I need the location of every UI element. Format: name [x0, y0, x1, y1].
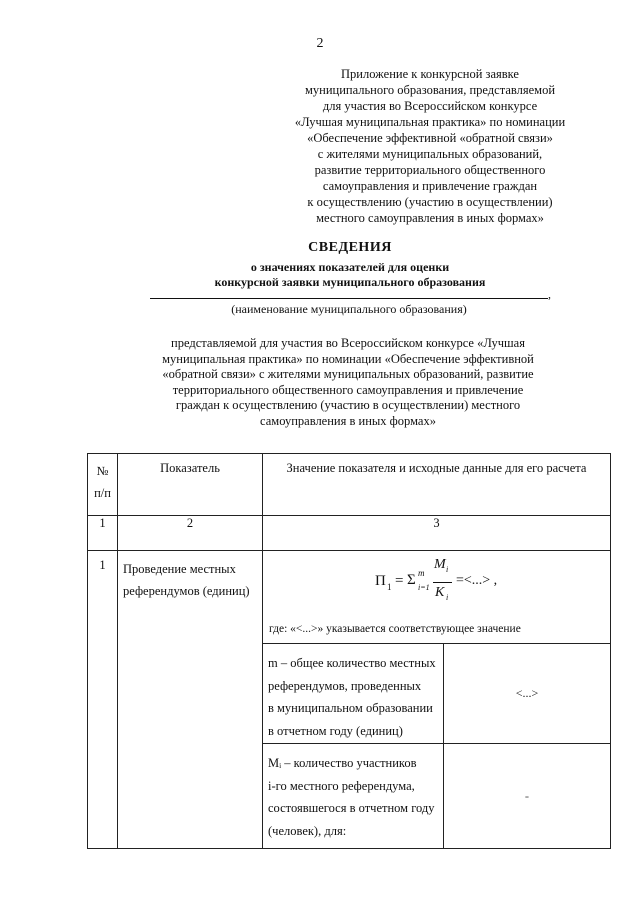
blank-caption: (наименование муниципального образования) — [231, 302, 467, 316]
formula-lhs-subscript: 1 — [387, 582, 392, 592]
column-number: 1 — [88, 516, 118, 551]
indicator-line: Проведение местных — [123, 562, 236, 576]
column-numbering-row — [88, 516, 611, 551]
municipality-name-blank — [150, 298, 548, 299]
source-value-cell: <...> — [444, 644, 611, 744]
source-data-row — [263, 644, 610, 744]
source-data-table — [263, 643, 610, 848]
intro-line: представляемой для участия во Всероссийском конкурсе «Лучшая — [171, 336, 525, 350]
formula-tail: =<...> , — [456, 573, 498, 588]
indicator-cell — [118, 551, 263, 849]
indicators-table — [87, 453, 611, 849]
appendix-line: муниципального образования, представляемой — [304, 83, 556, 97]
source-line: Mᵢ – количество участников — [268, 756, 417, 770]
subtitle-line: конкурсной заявки муниципального образования — [214, 275, 486, 289]
column-number: 3 — [263, 516, 611, 551]
column-number: 2 — [118, 516, 263, 551]
header-number-symbol: № — [96, 464, 109, 478]
intro-paragraph — [128, 336, 568, 429]
where-note: где: «<...>» указывается соответствующее значение — [269, 623, 521, 635]
formula-numerator: M — [434, 557, 446, 572]
fraction-bar — [433, 582, 452, 583]
formula-denominator: K — [435, 585, 445, 600]
intro-line: граждан к осуществлению (участию в осуществлении) местного — [175, 398, 521, 412]
source-data-row — [263, 744, 610, 849]
header-number-cell — [88, 454, 118, 516]
appendix-line: к осуществлению (участию в осуществлении) — [307, 195, 553, 209]
source-line: референдумов, проведенных — [268, 678, 422, 693]
header-number-label: п/п — [94, 486, 111, 500]
appendix-line: для участия во Всероссийском конкурсе — [322, 99, 538, 113]
appendix-line: местного самоуправления в иных формах» — [316, 211, 544, 225]
formula-sigma-upper: m — [418, 568, 425, 578]
source-line: состоявшегося в отчетном году — [268, 801, 435, 815]
subtitle-line: о значениях показателей для оценки — [250, 260, 450, 274]
appendix-line: Приложение к конкурсной заявке — [341, 67, 519, 81]
source-line: i-го местного референдума, — [268, 778, 415, 793]
header-indicator-cell: Показатель — [118, 454, 263, 516]
source-line: в отчетном году (единиц) — [268, 723, 403, 738]
intro-line: самоуправления в иных формах» — [260, 413, 436, 428]
header-value-cell: Значение показателя и исходные данные для его расчета — [263, 454, 611, 516]
document-subtitle — [0, 260, 640, 290]
appendix-note — [270, 66, 590, 226]
appendix-line: развитие территориального общественного — [314, 163, 546, 177]
row-number: 1 — [88, 551, 118, 849]
blank-comma: , — [548, 287, 551, 301]
formula-lhs: П — [375, 573, 386, 589]
intro-line: территориального общественного самоуправления и привлечение — [172, 382, 524, 397]
value-cell — [263, 551, 611, 849]
source-description — [263, 644, 443, 742]
formula-equals: = — [395, 573, 404, 589]
page-number: 2 — [316, 36, 324, 51]
appendix-line: самоуправления и привлечение граждан — [322, 179, 538, 193]
intro-line: муниципальная практика» по номинации «Обеспечение эффективной — [162, 351, 534, 366]
formula-numerator-subscript: i — [446, 565, 449, 574]
source-line: (человек), для: — [268, 823, 347, 838]
source-line: m – общее количество местных — [268, 656, 436, 670]
appendix-line: с жителями муниципальных образований, — [317, 147, 543, 161]
document-title: СВЕДЕНИЯ — [308, 240, 392, 255]
source-description-cell — [263, 644, 444, 744]
source-line: в муниципальном образовании — [268, 701, 433, 715]
intro-line: «обратной связи» с жителями муниципальных образований, развитие — [162, 367, 534, 381]
formula-sigma-lower: i=1 — [418, 583, 430, 592]
source-description — [263, 744, 443, 842]
appendix-line: «Обеспечение эффективной «обратной связи» — [307, 131, 553, 145]
table-row — [88, 551, 611, 849]
formula-denominator-subscript: i — [446, 593, 449, 602]
source-value-cell: - — [444, 744, 611, 849]
appendix-line: «Лучшая муниципальная практика» по номинации — [294, 115, 566, 129]
indicator-line: референдумов (единиц) — [123, 584, 250, 598]
table-header-row — [88, 454, 611, 516]
formula — [263, 551, 610, 643]
formula-sigma: Σ — [407, 572, 416, 588]
source-description-cell — [263, 744, 444, 849]
